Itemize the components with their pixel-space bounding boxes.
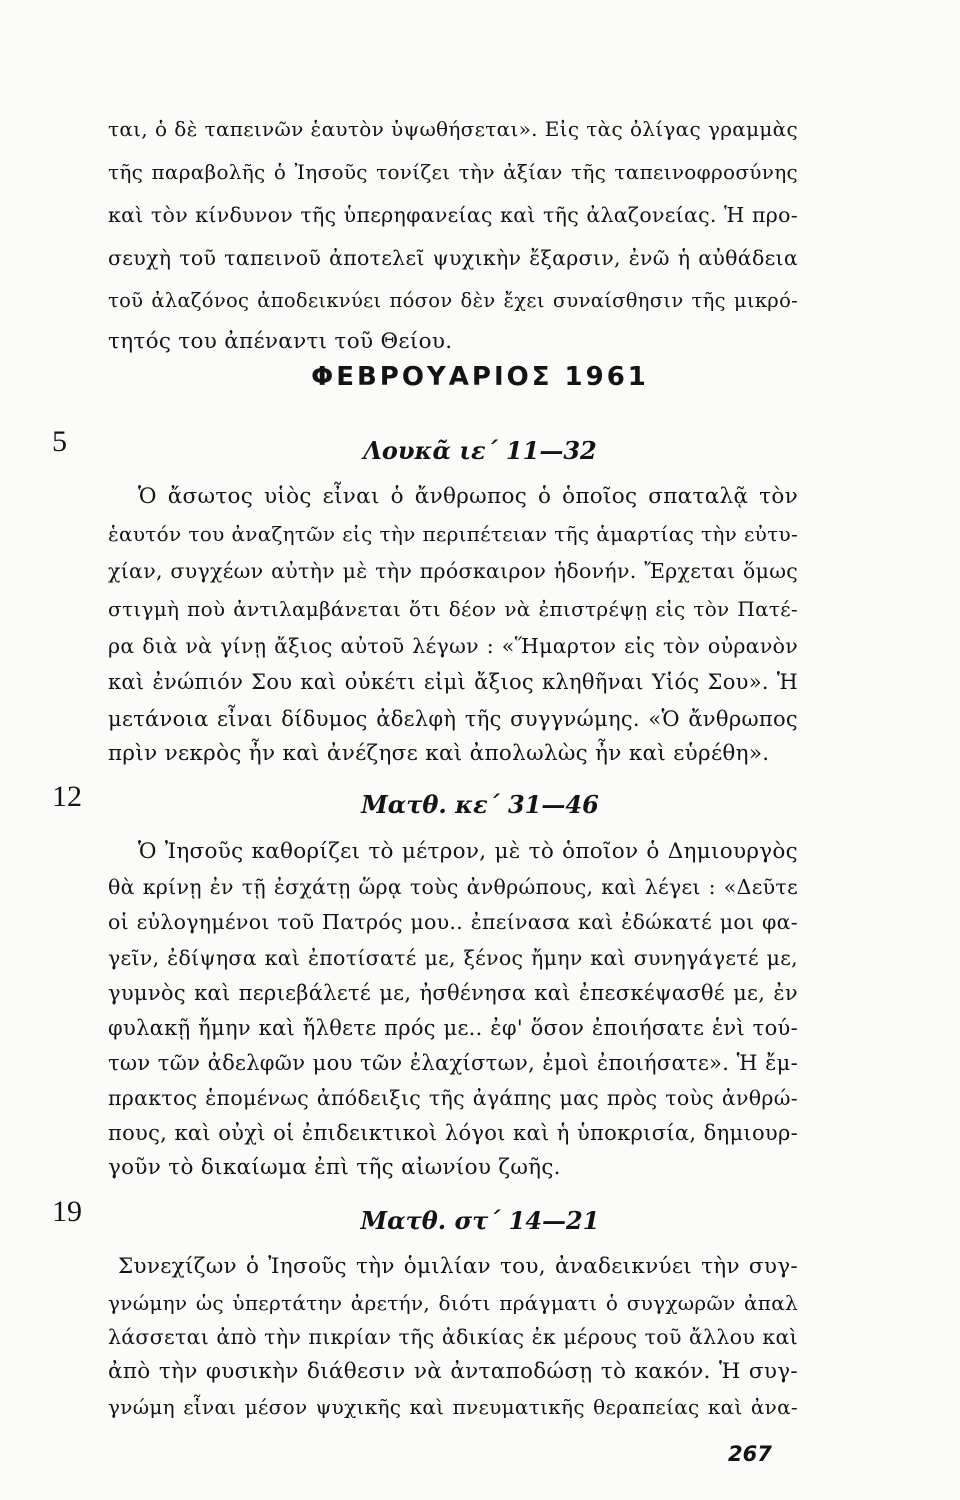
text-line: τῆς παραβολῆς ὁ Ἰησοῦς τονίζει τὴν ἀξίαν τῆς ταπεινοφροσύνης <box>108 160 798 184</box>
text-line: γεῖν, ἐδίψησα καὶ ἐποτίσατέ με, ξένος ἤμην καὶ συνηγάγετέ με, <box>108 946 798 970</box>
text-line: ἑαυτόν του ἀναζητῶν εἰς τὴν περιπέτειαν τῆς ἁμαρτίας τὴν εὐτυ- <box>108 522 798 546</box>
text-line: οἱ εὐλογημένοι τοῦ Πατρός μου.. ἐπείνασα καὶ ἐδώκατέ μοι φα- <box>108 910 798 934</box>
text-line: θὰ κρίνῃ ἐν τῇ ἐσχάτῃ ὥρᾳ τοὺς ἀνθρώπους, καὶ λέγει : «Δεῦτε <box>108 875 798 899</box>
text-line: γοῦν τὸ δικαίωμα ἐπὶ τῆς αἰωνίου ζωῆς. <box>108 1155 561 1180</box>
text-line: γνώμη εἶναι μέσον ψυχικῆς καὶ πνευματικῆς θεραπείας καὶ ἀνα- <box>108 1395 798 1419</box>
scripture-reference: Ματθ. στ΄ 14—21 <box>360 1206 600 1235</box>
text-line: χίαν, συγχέων αὐτὴν μὲ τὴν πρόσκαιρον ἡδονήν. Ἔρχεται ὅμως <box>108 559 798 583</box>
text-line: μετάνοια εἶναι δίδυμος ἀδελφὴ τῆς συγγνώμης. «Ὁ ἄνθρωπος <box>108 707 798 731</box>
text-line: ἀπὸ τὴν φυσικὴν διάθεσιν νὰ ἀνταποδώσῃ τὸ κακόν. Ἡ συγ- <box>108 1359 798 1384</box>
day-number: 19 <box>52 1195 82 1228</box>
text-line: στιγμὴ ποὺ ἀντιλαμβάνεται ὅτι δέον νὰ ἐπιστρέψῃ εἰς τὸν Πατέ- <box>108 597 798 621</box>
text-line: φυλακῇ ἤμην καὶ ἤλθετε πρός με.. ἐφ' ὅσον ἐποιήσατε ἑνὶ τού- <box>108 1016 798 1040</box>
day-number: 12 <box>52 780 82 813</box>
text-line: Συνεχίζων ὁ Ἰησοῦς τὴν ὁμιλίαν του, ἀναδεικνύει τὴν συγ- <box>118 1254 798 1279</box>
scripture-reference: Λουκᾶ ιε΄ 11—32 <box>363 436 597 465</box>
scripture-reference: Ματθ. κε΄ 31—46 <box>361 790 599 819</box>
page-number: 267 <box>728 1442 772 1466</box>
text-line: πους, καὶ οὐχὶ οἱ ἐπιδεικτικοὶ λόγοι καὶ ἡ ὑποκρισία, δημιουρ- <box>108 1121 798 1145</box>
day-number: 5 <box>52 425 67 458</box>
text-line: των τῶν ἀδελφῶν μου τῶν ἐλαχίστων, ἐμοὶ ἐποιήσατε». Ἡ ἔμ- <box>108 1051 798 1075</box>
text-line: πρὶν νεκρὸς ἦν καὶ ἀνέζησε καὶ ἀπολωλὼς ἦν καὶ εὑρέθη». <box>108 741 770 766</box>
text-line: Ὁ ἄσωτος υἱὸς εἶναι ὁ ἄνθρωπος ὁ ὁποῖος σπαταλᾷ τὸν <box>138 484 798 509</box>
text-line: ρα διὰ νὰ γίνῃ ἄξιος αὐτοῦ λέγων : «Ἥμαρτον εἰς τὸν οὐρανὸν <box>108 634 798 658</box>
text-line: Ὁ Ἰησοῦς καθορίζει τὸ μέτρον, μὲ τὸ ὁποῖον ὁ Δημιουργὸς <box>138 839 798 864</box>
text-line: ται, ὁ δὲ ταπεινῶν ἑαυτὸν ὑψωθήσεται». Εἰς τὰς ὀλίγας γραμμὰς <box>108 117 798 141</box>
text-line: τοῦ ἀλαζόνος ἀποδεικνύει πόσον δὲν ἔχει συναίσθησιν τῆς μικρό- <box>108 289 798 312</box>
text-line: πρακτος ἑπομένως ἀπόδειξις τῆς ἀγάπης μας πρὸς τοὺς ἀνθρώ- <box>108 1086 798 1110</box>
text-line: καὶ ἐνώπιόν Σου καὶ οὐκέτι εἰμὶ ἄξιος κληθῆναι Υἱός Σου». Ἡ <box>108 670 798 694</box>
month-title: ΦΕΒΡΟΥΑΡΙΟΣ 1961 <box>311 362 649 392</box>
text-line: καὶ τὸν κίνδυνον τῆς ὑπερηφανείας καὶ τῆς ἀλαζονείας. Ἡ προ- <box>108 203 798 227</box>
text-line: γυμνὸς καὶ περιεβάλετέ με, ἠσθένησα καὶ ἐπεσκέψασθέ με, ἐν <box>108 981 798 1005</box>
text-line: σευχὴ τοῦ ταπεινοῦ ἀποτελεῖ ψυχικὴν ἔξαρσιν, ἐνῶ ἡ αὐθάδεια <box>108 246 798 270</box>
text-line: τητός του ἀπέναντι τοῦ Θείου. <box>108 329 453 354</box>
text-line: γνώμην ὡς ὑπερτάτην ἀρετήν, διότι πράγματι ὁ συγχωρῶν ἀπαλ <box>108 1291 798 1315</box>
text-line: λάσσεται ἀπὸ τὴν πικρίαν τῆς ἀδικίας ἐκ μέρους τοῦ ἄλλου καὶ <box>108 1325 798 1349</box>
